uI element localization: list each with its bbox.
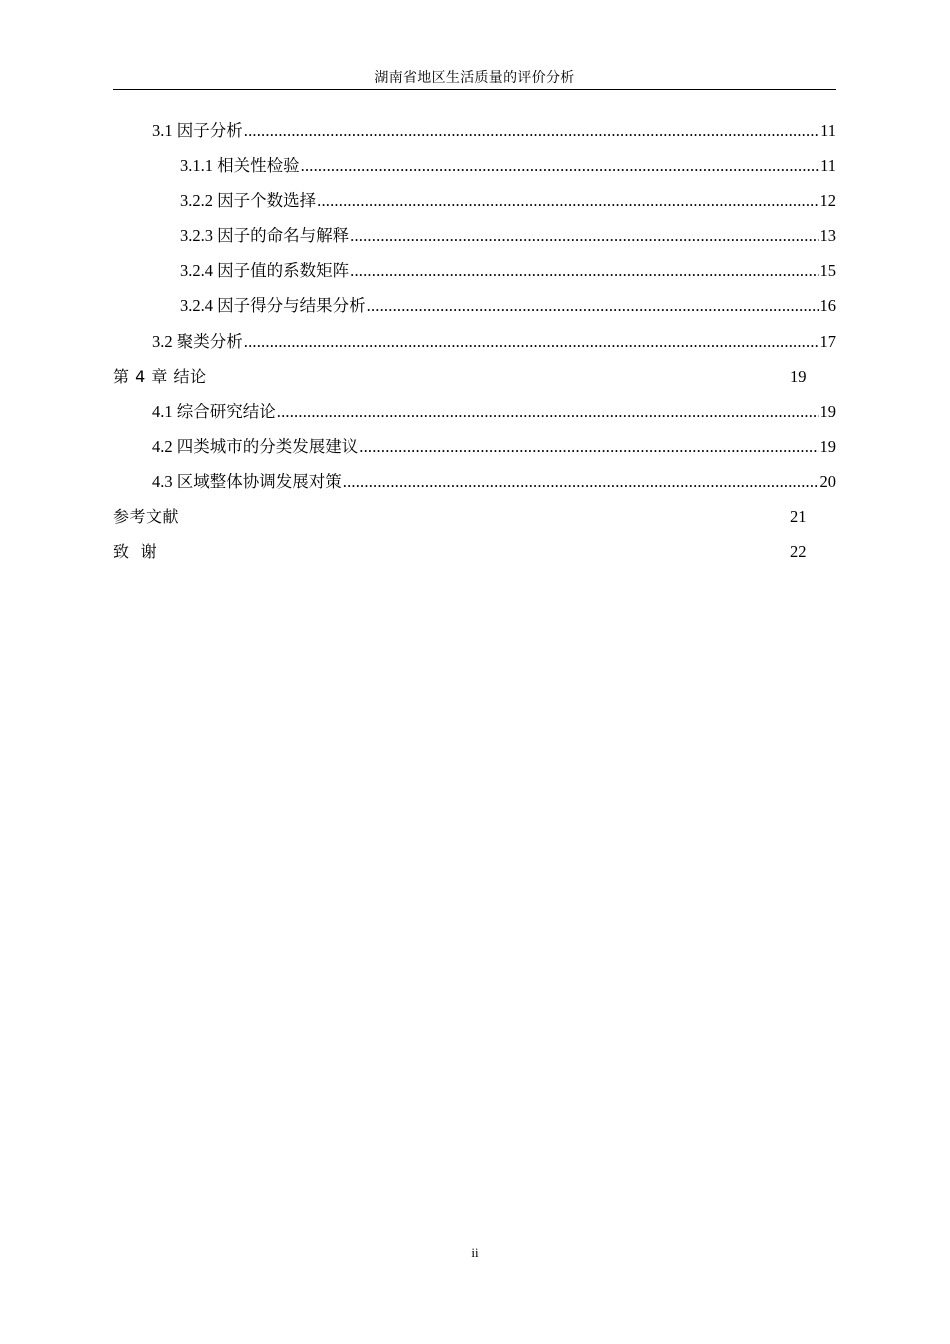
toc-chapter-page: 19 — [790, 366, 807, 386]
toc-entry-label: 3.2.3 因子的命名与解释 — [180, 226, 350, 246]
toc-entry-page: 13 — [819, 226, 836, 246]
toc-entry-3-1-1[interactable] — [113, 148, 836, 183]
dot-leader — [367, 288, 819, 323]
toc-entry-3-2[interactable] — [113, 324, 836, 359]
toc-chapter-4[interactable] — [113, 359, 836, 394]
toc-entry-page: 11 — [820, 121, 836, 140]
dot-leader — [244, 324, 819, 359]
toc-entry-label: 3.2 聚类分析 — [152, 331, 243, 351]
toc-entry-page: 20 — [819, 471, 836, 491]
toc-entry-page: 16 — [819, 296, 836, 316]
toc-entry-label: 4.3 区域整体协调发展对策 — [152, 471, 342, 491]
toc-entry-4-3[interactable] — [113, 464, 836, 499]
dot-leader — [350, 218, 818, 253]
toc-entry-page: 19 — [819, 401, 836, 421]
dot-leader — [301, 148, 819, 183]
toc-entry-label: 3.1 因子分析 — [152, 121, 243, 140]
dot-leader — [350, 253, 818, 288]
toc-entry-3-2-4-scores[interactable] — [113, 288, 836, 323]
toc-entry-page: 11 — [820, 156, 836, 176]
page-footer — [0, 1245, 950, 1261]
toc-references[interactable] — [113, 499, 836, 534]
toc-entry-page: 17 — [819, 331, 836, 351]
dot-leader — [359, 429, 818, 464]
toc-chapter-label: 参考文献 — [113, 507, 180, 527]
toc-entry-3-2-3[interactable] — [113, 218, 836, 253]
toc-entry-label: 4.1 综合研究结论 — [152, 401, 276, 421]
header-title: 湖南省地区生活质量的评价分析 — [374, 71, 575, 86]
toc-entry-label: 4.2 四类城市的分类发展建议 — [152, 436, 359, 456]
toc-entry-label: 3.2.4 因子得分与结果分析 — [180, 296, 366, 316]
toc-entry-3-1[interactable] — [113, 113, 836, 148]
toc-acknowledgements[interactable] — [113, 534, 836, 569]
dot-leader — [244, 113, 819, 148]
toc-chapter-label: 第 4 章 结论 — [113, 366, 207, 386]
toc-entry-page: 15 — [819, 261, 836, 281]
toc-entry-page: 19 — [819, 436, 836, 456]
toc-entry-label: 3.2.2 因子个数选择 — [180, 191, 317, 211]
toc-entry-3-2-4-matrix[interactable] — [113, 253, 836, 288]
toc-chapter-page: 22 — [790, 542, 807, 562]
toc-entry-label: 3.1.1 相关性检验 — [180, 156, 300, 176]
dot-leader — [317, 183, 818, 218]
dot-leader — [343, 464, 819, 499]
toc-entry-page: 12 — [819, 191, 836, 211]
page-number: ii — [471, 1245, 479, 1260]
toc-entry-label: 3.2.4 因子值的系数矩阵 — [180, 261, 350, 281]
toc-chapter-page: 21 — [790, 507, 807, 527]
table-of-contents — [113, 113, 836, 569]
toc-entry-4-1[interactable] — [113, 394, 836, 429]
toc-chapter-label: 致 谢 — [113, 542, 158, 562]
dot-leader — [277, 394, 819, 429]
page-header — [113, 68, 836, 90]
toc-entry-3-2-2[interactable] — [113, 183, 836, 218]
toc-entry-4-2[interactable] — [113, 429, 836, 464]
